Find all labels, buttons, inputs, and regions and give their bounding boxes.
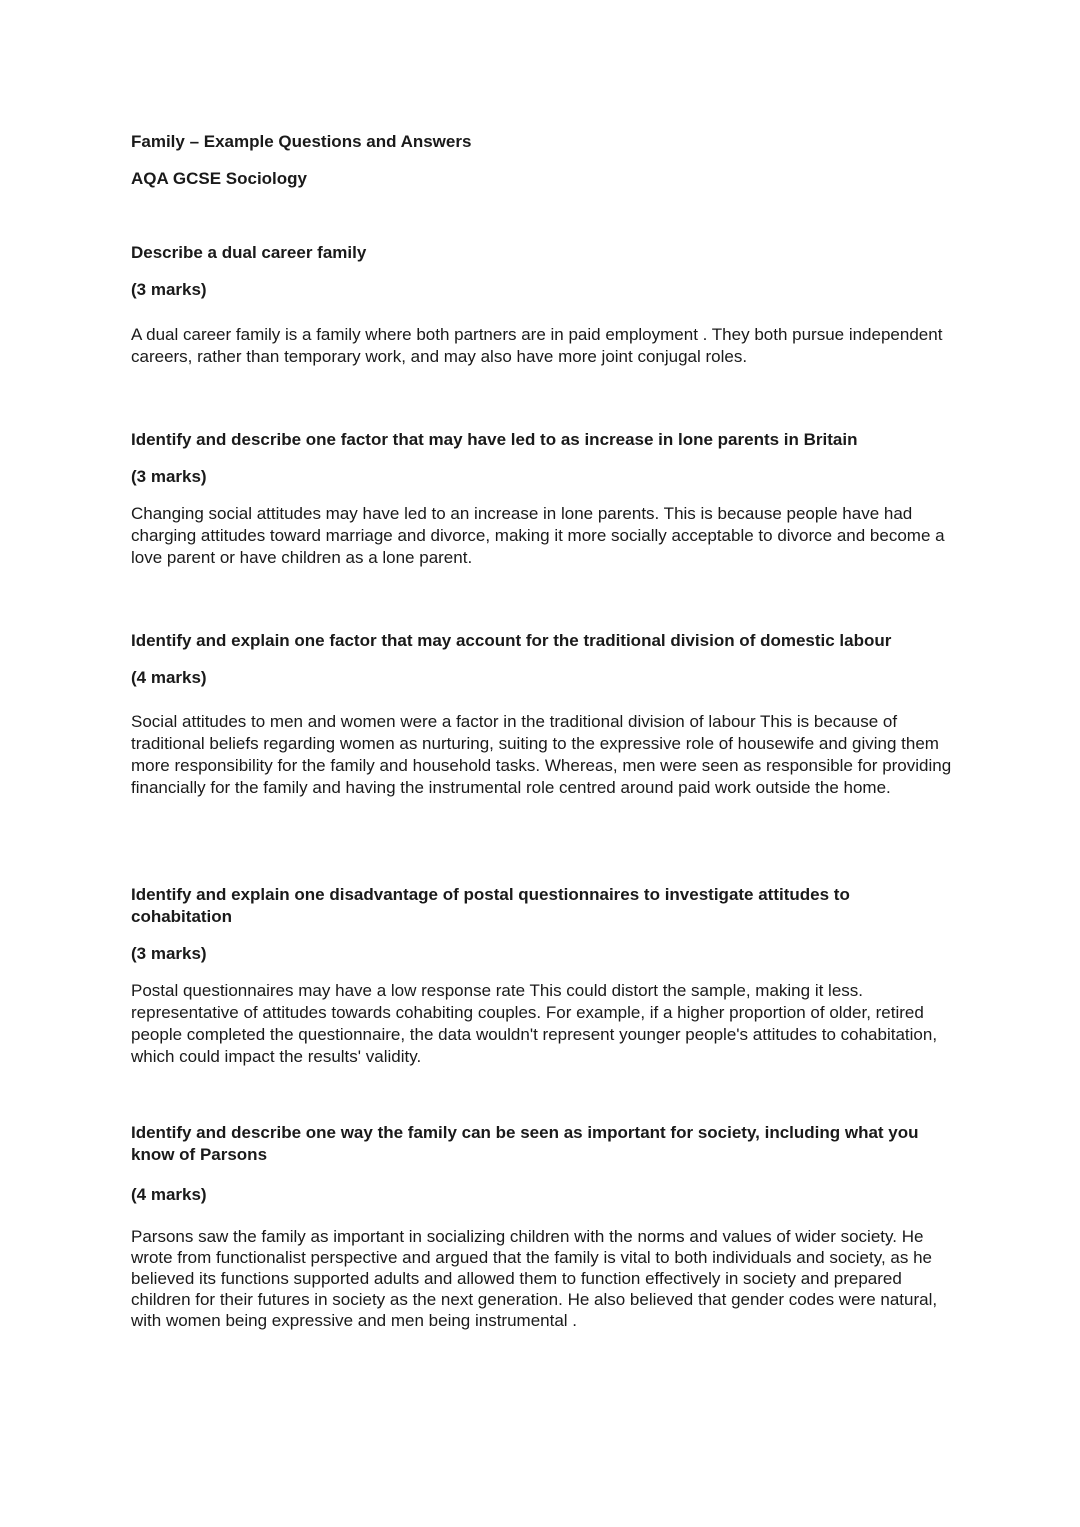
question-1-text: Describe a dual career family (131, 243, 367, 262)
question-5-text: Identify and describe one way the family can be seen as important for society, including what you know of Parsons (131, 1123, 919, 1164)
question-3-text: Identify and explain one factor that may account for the traditional division of domestic labour (131, 631, 892, 650)
question-2-marks: (3 marks) (131, 467, 207, 486)
question-2-answer: Changing social attitudes may have led to an increase in lone parents. This is because people have had charging attitudes toward marriage and divorce, making it more socially acceptable to divorce and become a love parent or have children as a lone parent. (131, 504, 945, 567)
question-5-answer: Parsons saw the family as important in socializing children with the norms and values of wider society. He wrote from functionalist perspective and argued that the family is vital to both individuals and society, as he believed its functions supported adults and allowed them to function effectively in society and prepared children for their futures in society as the next generation. He also believed that gender codes were natural, with women being expressive and men being instrumental . (131, 1227, 938, 1330)
question-4-answer: Postal questionnaires may have a low response rate This could distort the sample, making it less. representative of attitudes towards cohabiting couples. For example, if a higher proportion of older, retired people completed the questionnaire, the data wouldn't represent younger people's attitudes to cohabitation, which could impact the results' validity. (131, 981, 938, 1066)
question-3-answer: Social attitudes to men and women were a factor in the traditional division of labour This is because of traditional beliefs regarding women as nurturing, suiting to the expressive role of housewife and giving them more responsibility for the family and household tasks. Whereas, men were seen as responsible for providing financially for the family and having the instrumental role centred around paid work outside the home. (131, 712, 952, 797)
question-5-marks: (4 marks) (131, 1185, 207, 1204)
question-1-answer: A dual career family is a family where both partners are in paid employment . They both pursue independent careers, rather than temporary work, and may also have more joint conjugal roles. (131, 325, 943, 366)
document-subtitle: AQA GCSE Sociology (131, 169, 308, 188)
question-1-marks: (3 marks) (131, 280, 207, 299)
question-3-marks: (4 marks) (131, 668, 207, 687)
document-title: Family – Example Questions and Answers (131, 132, 472, 151)
question-4-marks: (3 marks) (131, 944, 207, 963)
question-4-text: Identify and explain one disadvantage of postal questionnaires to investigate attitudes to cohabitation (131, 885, 850, 926)
question-2-text: Identify and describe one factor that may have led to as increase in lone parents in Britain (131, 430, 858, 449)
